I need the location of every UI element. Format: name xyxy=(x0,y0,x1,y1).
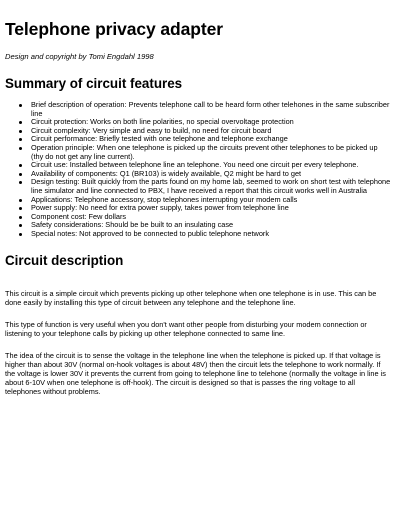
list-item-text: Brief description of operation: Prevents telephone call to be heard form other telehones in the same subscriber line xyxy=(31,100,390,118)
features-list xyxy=(5,101,391,239)
list-item-text: Availability of components: Q1 (BR103) is widely available, Q2 might be hard to get xyxy=(31,168,302,178)
list-item xyxy=(19,230,391,239)
list-item-text: Safety considerations: Should be be built to an insulating case xyxy=(31,220,234,230)
list-item-text: Circuit protection: Works on both line polarities, no special overvoltage protection xyxy=(31,117,294,127)
list-item-text: Circuit use: Installed between telephone line an telephone. You need one circuit per every telephone. xyxy=(31,160,359,170)
list-item-text: Operation principle: When one telephone is picked up the circuits prevent other telephones to be picked up (thy do not get any line current). xyxy=(31,142,378,161)
description-paragraph: The idea of the circuit is to sense the voltage in the telephone line when the telephone is picked up. If that voltage is higher than about 30V (normal on-hook voltages is about 48V) then the circuit lets the telephone to work normally. If the voltage is lower 30V it prevents the current from going to telephone line to telehone (normally the voltage in line is about 6-10V when one telephone is off-hook). The circuit is designed so that is passes the ring voltage to all telephones without problems. xyxy=(5,350,386,396)
list-item xyxy=(19,178,391,195)
bullet-icon xyxy=(19,173,22,176)
list-item-text: Component cost: Few dollars xyxy=(31,211,127,221)
bullet-icon xyxy=(19,147,22,150)
bullet-icon xyxy=(19,224,22,227)
description-paragraph: This circuit is a simple circuit which prevents picking up other telephone when one telephone is in use. This can be done easily by installing this type of circuit between any telephone and the telephone line. xyxy=(5,288,377,307)
list-item-text: Design testing: Built quickly from the parts found on my home lab, seemed to work on short test with telephone line simulator and line connected to PBX, I have received a report that this circuit works well in Australia xyxy=(31,177,391,195)
list-item-text: Circuit complexity: Very simple and easy to build, no need for circuit board xyxy=(31,125,272,135)
summary-heading: Summary of circuit features xyxy=(5,76,183,91)
list-item-text: Power supply: No need for extra power supply, takes power from telephone line xyxy=(31,203,289,213)
list-item-text: Special notes: Not approved to be connected to public telephone network xyxy=(31,228,270,238)
list-item-text: Applications: Telephone accessory, stop telephones interrupting your modem calls xyxy=(31,194,298,204)
list-item-text: Circuit performance: Briefly tested with one telephone and telephone exchange xyxy=(31,134,288,144)
list-item xyxy=(19,101,391,118)
bullet-icon xyxy=(19,207,22,210)
bullet-icon xyxy=(19,181,22,184)
page-title: Telephone privacy adapter xyxy=(5,19,223,39)
description-paragraph: This type of function is very useful when you don't want other people from disturbing your modem connection or listening to your telephone calls by picking up other telephone connected to same line. xyxy=(5,319,367,338)
bullet-icon xyxy=(19,121,22,124)
bullet-icon xyxy=(19,138,22,141)
bullet-icon xyxy=(19,164,22,167)
description-heading: Circuit description xyxy=(5,252,124,268)
bullet-icon xyxy=(19,216,22,219)
bullet-icon xyxy=(19,130,22,133)
bullet-icon xyxy=(19,199,22,202)
bullet-icon xyxy=(19,104,22,107)
list-item xyxy=(19,144,391,161)
document-page xyxy=(5,18,391,396)
bullet-icon xyxy=(19,233,22,236)
byline: Design and copyright by Tomi Engdahl 1998 xyxy=(5,52,154,61)
